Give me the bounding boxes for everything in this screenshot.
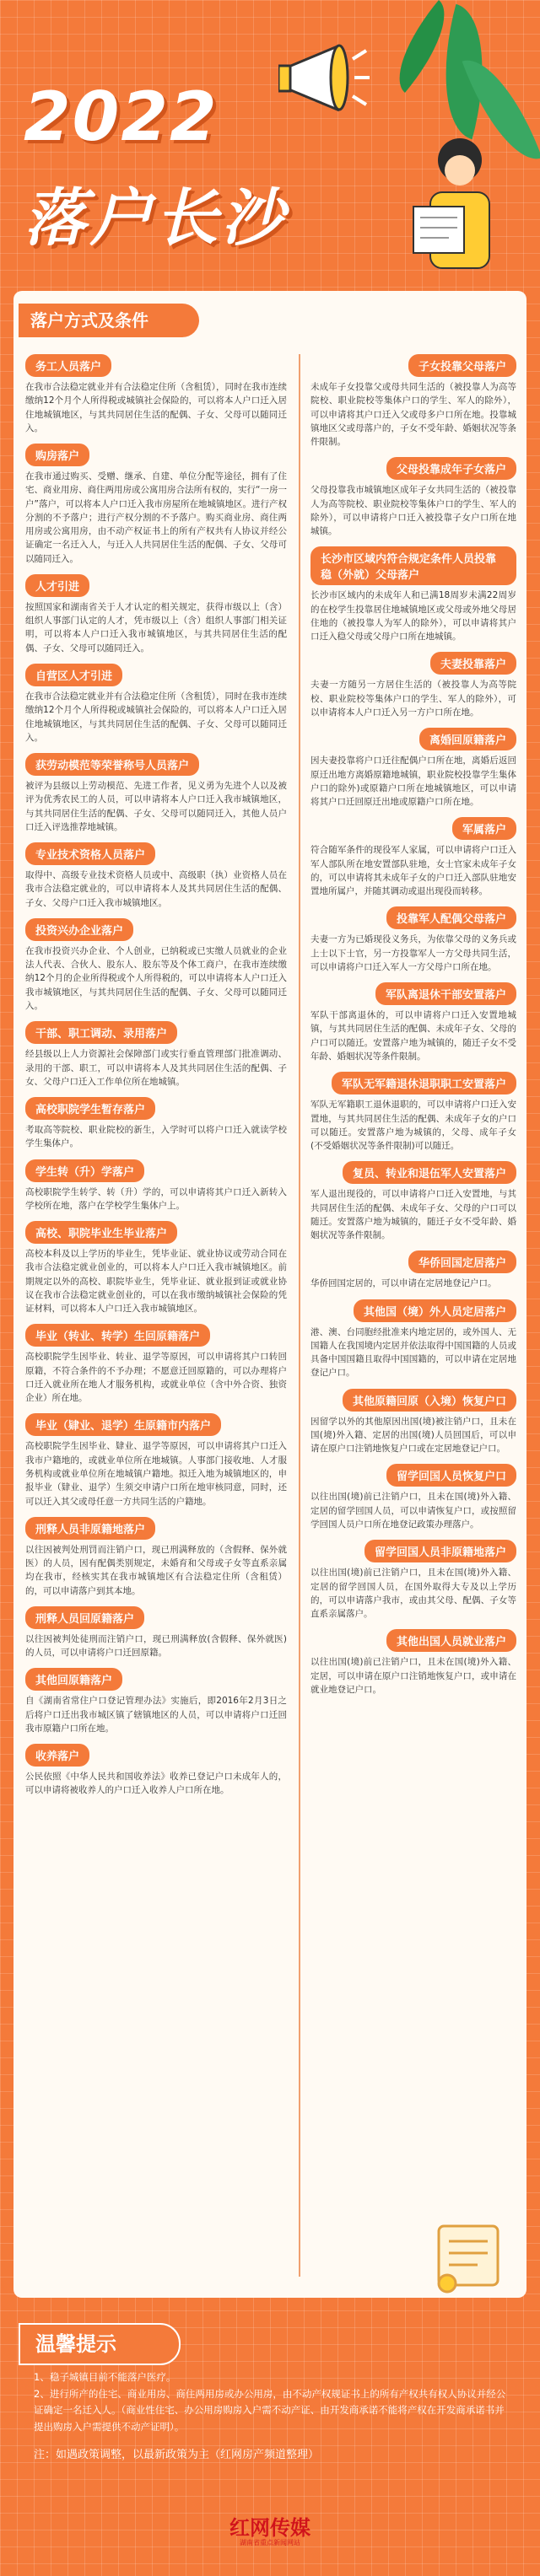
policy-item — [310, 1072, 516, 1153]
policy-item — [310, 906, 516, 974]
policy-item-title: 离婚回原籍落户 — [419, 728, 516, 750]
policy-item — [25, 354, 287, 435]
policy-item-title: 华侨回国定居落户 — [408, 1250, 516, 1273]
policy-item — [25, 842, 287, 910]
policy-item — [25, 1159, 287, 1213]
policy-item — [310, 1629, 516, 1697]
policy-item — [25, 664, 287, 745]
policy-item — [25, 1097, 287, 1151]
policy-item-body: 公民依照《中华人民共和国收养法》收养已登记户口未成年人的，可以申请将被收养人的户口迁入收养人户口所在地。 — [25, 1772, 287, 1796]
policy-item — [310, 546, 516, 643]
policy-item-title: 毕业（转业、转学）生回原籍落户 — [25, 1324, 210, 1347]
policy-item-title: 自营区人才引进 — [25, 664, 122, 686]
policy-item-title: 投靠军人配偶父母落户 — [386, 906, 516, 929]
policy-item-body: 因夫妻投靠将户口迁往配偶户口所在地，离婚后返回原迁出地方离婚原籍地城镇，职业院校投靠学生集体户口的除外)或原籍户口所在地城镇地区，可以申请将其户口迁回原迁出地或原籍户口所在地。 — [310, 756, 516, 808]
policy-item-title: 干部、职工调动、录用落户 — [25, 1021, 177, 1044]
policy-item-title: 毕业（肄业、退学）生原籍市内落户 — [25, 1413, 221, 1436]
policy-item — [310, 728, 516, 809]
scroll-icon — [422, 2209, 515, 2302]
policy-item-title: 刑释人员非原籍地落户 — [25, 1517, 155, 1540]
policy-item-body: 在我市投资兴办企业、个人创业，已纳税或已实缴人员就业的企业法人代表、合伙人、股东人、股东等及个体工商户，在我市连续缴纳12个月的企业所得税或个人所得税的，可以申请将本人户口迁入我市城镇地区，与其共同居住生活的配偶、子女、父母可以随同迁入。 — [25, 945, 287, 1011]
policy-item-body: 高校职院学生转学、转（升）学的，可以申请将其户口迁入新转入学校所在地，落户在学校学生集体户上。 — [25, 1186, 287, 1211]
policy-item — [25, 1021, 287, 1089]
page-title-city: 落户长沙 — [24, 182, 287, 255]
policy-item-title: 收养落户 — [25, 1744, 89, 1767]
policy-item-body: 高校本科及以上学历的毕业生，凭毕业证、就业协议或劳动合同在我市合法稳定就业创业的，可以将本人户口迁入我市城镇地区。前期规定以外的高校、职院毕业生，凭毕业证、就业报到证或就业协议在我市合法稳定就业创业的，可以在我市缴纳城镇社会保险的凭证材料，可以将本人户口迁入我市城镇地区。 — [25, 1249, 287, 1315]
tips-title: 温馨提示 — [19, 2323, 181, 2365]
tips-list — [34, 2369, 506, 2435]
left-column — [25, 354, 287, 1806]
policy-item-body: 取得中、高级专业技术资格人员或中、高级职（执）业资格人员在我市合法稳定就业的，可以申请将本人及其共同居住生活的配偶、子女、父母户口迁入我市城镇地区。 — [25, 870, 287, 908]
policy-item-title: 高校职院学生暂存落户 — [25, 1097, 155, 1120]
policy-item-title: 留学回国人员恢复户口 — [386, 1464, 516, 1487]
policy-item-title: 其他回原籍落户 — [25, 1668, 122, 1691]
policy-item-body: 华侨回国定居的，可以申请在定居地登记户口。 — [310, 1278, 497, 1289]
logo: 红网传媒 — [230, 2516, 310, 2540]
policy-item-title: 夫妻投靠落户 — [430, 652, 516, 675]
page-title-year: 2022 — [24, 78, 219, 156]
policy-item — [310, 1389, 516, 1456]
tip-line: 2、进行所产的住宅、商业用房、商住两用房或办公用房，由不动产权规证书上的所有产权共有权人协议并经公证确定一名迁入人。（商业性住宅、办公用房购房入户需不动产证、由开发商承诺不能将产权在开发商承诺书并提出购房入户需提供不动产证明）。 — [34, 2387, 506, 2433]
policy-item — [25, 1517, 287, 1598]
timeline-divider — [299, 354, 300, 2277]
policy-item — [25, 1606, 287, 1660]
megaphone-icon — [278, 42, 371, 118]
policy-item-body: 符合随军条件的现役军人家属，可以申请将户口迁入军人部队所在地安置部队驻地，女士官家未成年子女的，可以申请将其未成年子女的户口迁入部队驻地安置地所属户，并随其调动或退出现役而转移。 — [310, 845, 516, 897]
policy-item-body: 未成年子女投靠父或母共同生活的（被投靠人为高等院校、职业院校等集体户口的学生、军人的除外），可以申请将其户口迁入父或母多户口所在地。投靠城镇地区父或母落户的，子女不受年龄、婚姻状况等条件限制。 — [310, 382, 516, 448]
policy-item — [25, 1744, 287, 1798]
policy-item-title: 购房落户 — [25, 444, 89, 466]
policy-item — [25, 1668, 287, 1735]
policy-item — [310, 652, 516, 719]
policy-item-title: 投资兴办企业落户 — [25, 918, 133, 941]
policy-item — [310, 1464, 516, 1531]
policy-item — [25, 1413, 287, 1508]
policy-item-body: 军队无军籍职工退休退职的，可以申请将户口迁入安置地，与其共同居住生活的配偶、未成年子女的户口可以随迁。安置落户地为城镇的，父母、成年子女(不受婚姻状况等条件限制)可以随迁。 — [310, 1100, 516, 1152]
policy-item-title: 子女投靠父母落户 — [408, 354, 516, 377]
person-illustration — [397, 126, 523, 287]
policy-item-title: 学生转（升）学落户 — [25, 1159, 144, 1182]
policy-item-body: 考取高等院校、职业院校的新生，入学时可以将户口迁入就读学校学生集体户。 — [25, 1125, 287, 1149]
policy-item-body: 高校职院学生因毕业、转业、退学等原因，可以申请将其户口转回原籍，不符合条件的不予办理；不愿意迁回原籍的，可以办理将户口迁入就业所在地人才服务机构，或就业单位（含中外合资、独资企业）所在地。 — [25, 1352, 287, 1404]
policy-item-body: 以往因被判处刑罚而注销户口，现已刑满释放的（含假释、保外就医）的人员，因有配偶类别规定，未婚育和父母或子女等直系亲属均在我市，经核实其在我市城镇地区有合法稳定住所（含租赁）的，可以申请落户到其本地。 — [25, 1544, 287, 1596]
policy-item-title: 军队离退休干部安置落户 — [375, 982, 516, 1005]
policy-item-body: 港、澳、台同胞经批准来内地定居的，或外国人、无国籍人在我国境内定居并依法取得中国国籍的人员或具备中国国籍且取得中国国籍的，可以申请在定居地登记户口。 — [310, 1326, 516, 1379]
policy-item — [310, 354, 516, 449]
policy-item — [25, 444, 287, 566]
policy-item-title: 人才引进 — [25, 574, 89, 597]
policy-item-body: 被评为县级以上劳动模范、先进工作者，见义勇为先进个人以及被评为优秀农民工的人员，可以申请将本人户口迁入我市城镇地区，与其共同居住生活的配偶、子女、父母可以随同迁入，其他人员户口迁入评选推荐地城镇。 — [25, 781, 287, 832]
policy-item — [25, 1221, 287, 1315]
policy-item-title: 高校、职院毕业生毕业落户 — [25, 1221, 177, 1244]
policy-item — [310, 1250, 516, 1290]
tip-line: 1、稳子城镇目前不能落户医疗。 — [34, 2371, 176, 2383]
policy-item-body: 以往因被判处徒刑而注销户口，现已刑满释放(含假释、保外就医)的人员，可以申请将户口迁回原籍。 — [25, 1633, 287, 1659]
policy-item-title: 留学回国人员非原籍地落户 — [364, 1540, 516, 1562]
policy-item — [310, 1540, 516, 1621]
policy-item — [25, 1324, 287, 1405]
policy-item-body: 以往出国(境)前已注销户口，且未在国(境)外入籍、定居，可以申请在原户口注销地恢复户口，或申请在就业地登记户口。 — [310, 1657, 516, 1695]
policy-item — [310, 982, 516, 1063]
section-title: 落户方式及条件 — [19, 304, 199, 337]
policy-item-body: 在我市合法稳定就业并有合法稳定住所（含租赁），同时在我市连续缴纳12个月个人所得税或城镇社会保险的，可以将本人户口迁入居住地城镇地区，与其共同居住生活的配偶、子女、父母可以随同迁入。 — [25, 382, 287, 433]
policy-item-body: 经县级以上人力资源社会保障部门或实行垂直管理部门批准调动、录用的干部、职工，可以申请将本人及其共同居住生活的配偶、子女、父母户口迁入工作单位所在地城镇。 — [25, 1049, 287, 1087]
policy-item-title: 长沙市区域内符合规定条件人员投靠稳（外就）父母落户 — [310, 546, 516, 585]
policy-item-body: 军队干部离退休的，可以申请将户口迁入安置地城镇，与其共同居住生活的配偶、未成年子女、父母的户口可以随迁。安置落户地为城镇的，随迁子女不受年龄、婚姻状况等条件限制。 — [310, 1010, 516, 1062]
policy-item-body: 在我市通过购买、受赠、继承、自建、单位分配等途径，拥有了住宅、商业用房、商住两用房或公寓用房合法所有权的，实行“一房一户”落户，可以将本人户口迁入我市房屋所在地城镇地区。进行产权分割的不予落户；进行产权分割的不予落户。购买商业房、商住两用房或公寓用房，由不动产权证书上的所有产权共有人协议并经公证确定一名迁入人，与迁入人共同居住生活的配偶、子女、父母可以随同迁入。 — [25, 471, 287, 564]
policy-note: 注：如遇政策调整，以最新政策为主（红网房产频道整理） — [34, 2449, 320, 2461]
policy-item-title: 务工人员落户 — [25, 354, 111, 377]
policy-item — [310, 1299, 516, 1380]
policy-item-body: 长沙市区域内的未成年人和已满18周岁未满22周岁的在校学生投靠居住地城镇地区或父母或外地父母居住地的（被投靠人为军人的除外），可以申请将其户口迁入稳父母或父母户口所在地城镇。 — [310, 590, 516, 643]
policy-item-body: 以往出国(境)前已注销户口，且未在国(境)外入籍、定居的留学回国人员，可以申请恢复户口，或按照留学回国人员户口所在地登记政策办理落户。 — [310, 1492, 516, 1530]
policy-item-title: 军队无军籍退休退职职工安置落户 — [332, 1072, 516, 1094]
policy-item — [310, 817, 516, 898]
policy-item-body: 因留学以外的其他原因出国(境)被注销户口，且未在国(境)外入籍、定居的出国(境)人员回国后，可以申请在原户口注销地恢复户口或在定居地登记户口。 — [310, 1416, 516, 1455]
policy-item-title: 其他国（境）外人员定居落户 — [354, 1299, 516, 1322]
logo-tagline: 湖南省重点新闻网站 — [240, 2539, 300, 2546]
policy-item-title: 获劳动模范等荣誉称号人员落户 — [25, 753, 199, 776]
policy-item-body: 高校职院学生因毕业、肄业、退学等原因，可以申请将其户口迁入我市户籍地的，或就业单位所在地城镇。人事部门接收地、人才服务机构或就业单位所在地城镇户籍地。拟迁入地为城镇地区的，申报毕业（肄业、退学）生须交申请户口所在地审核同意，同时，还可以迁入其父或母任意一方共同生活的户籍地。 — [25, 1441, 287, 1507]
policy-item-body: 父母投靠我市城镇地区成年子女共同生活的（被投靠人为高等院校、职业院校等集体户口的学生、军人的除外），可以申请将户口迁入被投靠子女户口所在地城镇。 — [310, 485, 516, 537]
policy-item-body: 在我市合法稳定就业并有合法稳定住所（含租赁），同时在我市连续缴纳12个月个人所得税或城镇社会保险的，可以将本人户口迁入居住地城镇地区，与其共同居住生活的配偶、子女、父母可以随同迁入。 — [25, 691, 287, 743]
policy-item — [25, 574, 287, 655]
policy-item-title: 其他出国人员就业落户 — [386, 1629, 516, 1652]
policy-item — [310, 457, 516, 538]
policy-item-body: 军人退出现役的，可以申请将户口迁入安置地，与其共同居住生活的配偶、未成年子女、父母的户口可以随迁。安置落户地为城镇的，随迁子女不受年龄、婚姻状况等条件限制。 — [310, 1189, 516, 1241]
right-column — [310, 354, 516, 1705]
policy-item — [25, 753, 287, 834]
policy-item-title: 复员、转业和退伍军人安置落户 — [343, 1161, 516, 1184]
policy-item-body: 以往出国(境)前已注销户口，且未在国(境)外入籍、定居的留学回国人员，在国外取得大专及以上学历的，可以申请落户我市，或由其父母、配偶、子女等直系亲属落户。 — [310, 1568, 516, 1620]
policy-item-body: 按照国家和湖南省关于人才认定的相关规定，获得市级以上（含）组织人事部门认定的人才，凭市级以上（含）组织人事部门相关证明，可以将本人户口迁入我市城镇地区，与其共同居住生活的配偶、子女、父母可以随同迁入。 — [25, 601, 287, 653]
policy-item-title: 其他原籍回原（入境）恢复户口 — [343, 1389, 516, 1412]
policy-item — [310, 1161, 516, 1242]
policy-item-body: 夫妻一方为已婚现役义务兵，为依靠父母的义务兵或上士以下士官，另一方投靠军人一方父母共同生活，可以申请将户口迁入军人一方父母户口所在地。 — [310, 934, 516, 972]
policy-item — [25, 918, 287, 1013]
policy-item-body: 夫妻一方随另一方居住生活的（被投靠人为高等院校、职业院校等集体户口的学生、军人的除外），可以申请将本人户口迁入另一方户口所在地。 — [310, 680, 516, 718]
policy-item-body: 自《湖南省常住户口登记管理办法》实施后，即2016年2月3日之后将户口迁出我市城区镇了辖镇地区的人员，可以申请将户口迁回我市原籍户口所在地。 — [25, 1696, 287, 1734]
policy-item-title: 父母投靠成年子女落户 — [386, 457, 516, 480]
policy-item-title: 专业技术资格人员落户 — [25, 842, 155, 865]
policy-item-title: 军属落户 — [452, 817, 516, 840]
policy-item-title: 刑释人员回原籍落户 — [25, 1606, 144, 1629]
